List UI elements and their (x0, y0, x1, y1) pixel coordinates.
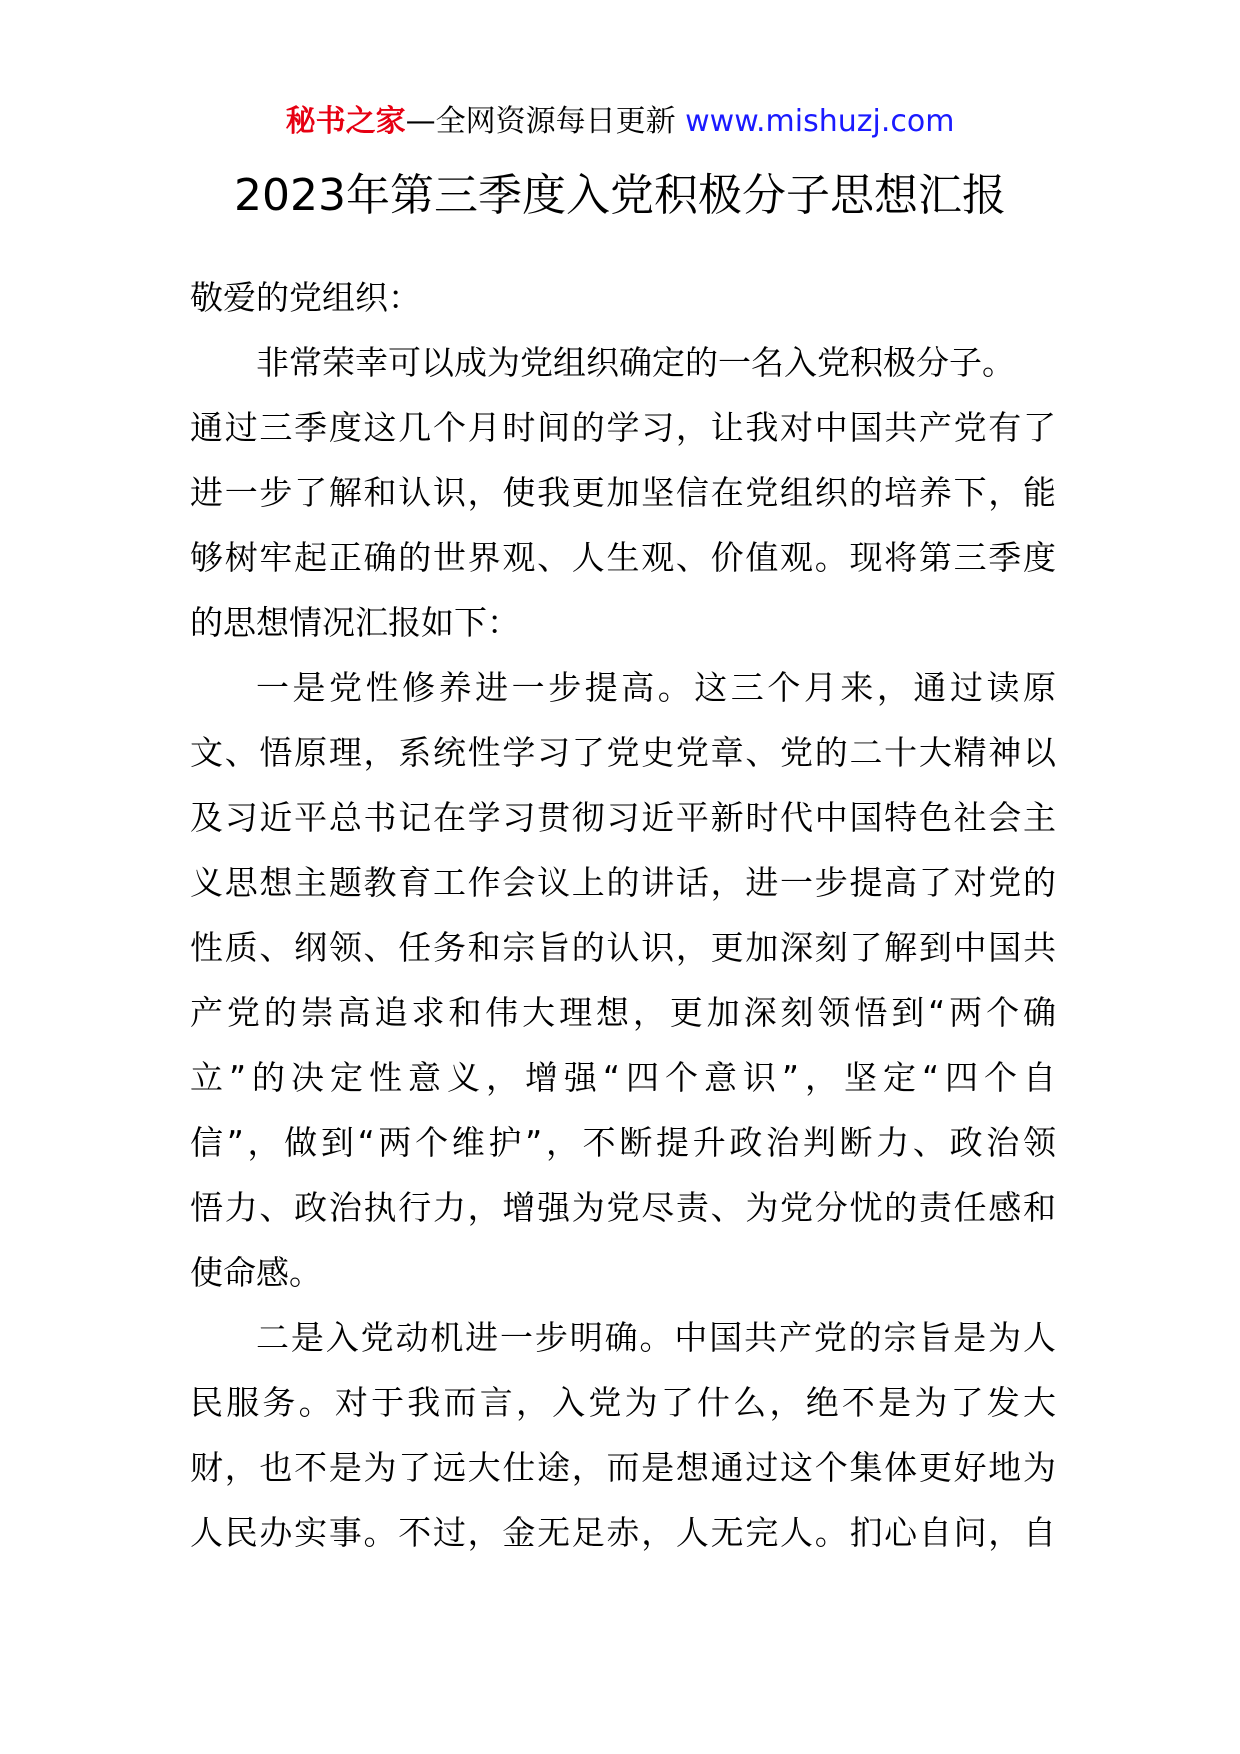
document-title: 2023年第三季度入党积极分子思想汇报 (234, 170, 1006, 221)
brand-name: 秘书之家 (285, 104, 406, 139)
paragraph-line: 民服务。对于我而言，入党为了什么，绝不是为了发大 (190, 1383, 1056, 1422)
paragraph-line: 信”，做到“两个维护”，不断提升政治判断力、政治领 (190, 1123, 1056, 1162)
paragraph-line: 性质、纲领、任务和宗旨的认识，更加深刻了解到中国共 (190, 928, 1056, 967)
salutation: 敬爱的党组织： (190, 278, 421, 317)
paragraph-line: 产党的崇高追求和伟大理想，更加深刻领悟到“两个确 (190, 993, 1056, 1032)
paragraph-line: 义思想主题教育工作会议上的讲话，进一步提高了对党的 (190, 863, 1056, 902)
paragraph-line: 及习近平总书记在学习贯彻习近平新时代中国特色社会主 (190, 798, 1056, 837)
paragraph-line: 够树牢起正确的世界观、人生观、价值观。现将第三季度 (190, 538, 1056, 577)
paragraph-line: 立”的决定性意义，增强“四个意识”，坚定“四个自 (190, 1058, 1056, 1097)
paragraph-line: 非常荣幸可以成为党组织确定的一名入党积极分子。 (256, 343, 1015, 382)
site-url-link[interactable]: www.mishuzj.com (685, 104, 955, 139)
paragraph-line: 进一步了解和认识，使我更加坚信在党组织的培养下，能 (190, 473, 1056, 512)
paragraph-line: 人民办实事。不过，金无足赤，人无完人。扪心自问，自 (190, 1513, 1056, 1552)
paragraph-line: 一是党性修养进一步提高。这三个月来，通过读原 (256, 668, 1056, 707)
paragraph-line: 使命感。 (190, 1253, 322, 1292)
paragraph-line: 的思想情况汇报如下： (190, 603, 520, 642)
paragraph-line: 文、悟原理，系统性学习了党史党章、党的二十大精神以 (190, 733, 1056, 772)
header-tagline: —全网资源每日更新 (405, 104, 686, 139)
paragraph-line: 二是入党动机进一步明确。中国共产党的宗旨是为人 (256, 1318, 1056, 1357)
site-header (0, 100, 1240, 144)
document-body (190, 265, 1056, 1565)
paragraph-line: 悟力、政治执行力，增强为党尽责、为党分忧的责任感和 (190, 1188, 1056, 1227)
paragraph-line: 财，也不是为了远大仕途，而是想通过这个集体更好地为 (190, 1448, 1056, 1487)
paragraph-line: 通过三季度这几个月时间的学习，让我对中国共产党有了 (190, 408, 1056, 447)
